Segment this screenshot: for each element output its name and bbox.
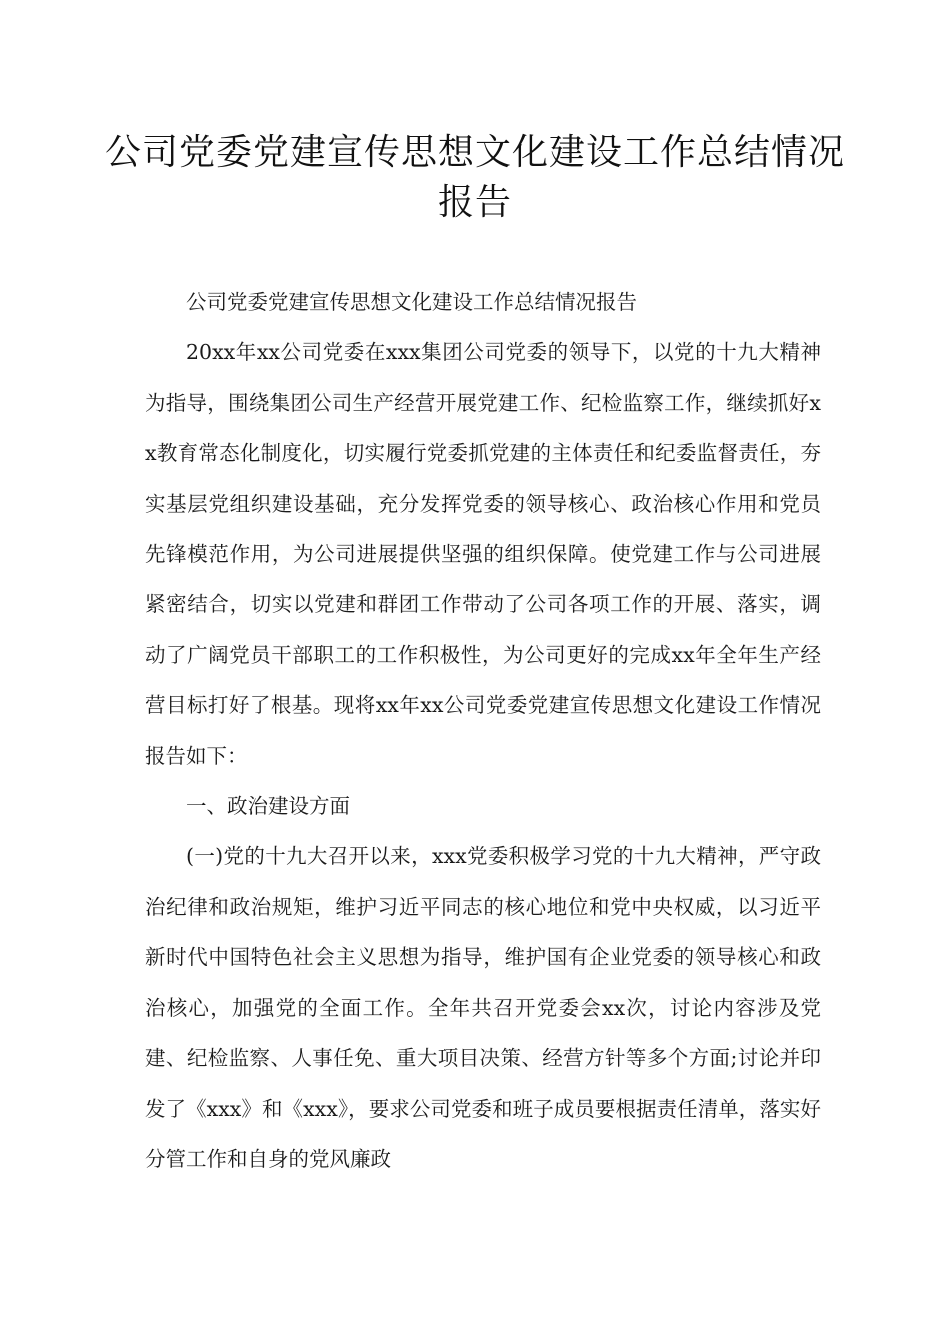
paragraph-political-1: (一)党的十九大召开以来，xxx党委积极学习党的十九大精神，严守政治纪律和政治规矩，维护习近平同志的核心地位和党中央权威，以习近平新时代中国特色社会主义思想为指导，维护国有企业党委的领导核心和政治核心，加强党的全面工作。全年共召开党委会xx次，讨论内容涉及党建、纪检监察、人事任免、重大项目决策、经营方针等多个方面;讨论并印发了《xxx》和《xxx》，要求公司党委和班子成员要根据责任清单，落实好分管工作和自身的党风廉政 <box>145 844 821 1171</box>
document-body <box>145 277 821 1184</box>
section-heading-political: 一、政治建设方面 <box>186 794 350 819</box>
paragraph-heading-repeat: 公司党委党建宣传思想文化建设工作总结情况报告 <box>186 290 637 314</box>
paragraph-intro: 20xx年xx公司党委在xxx集团公司党委的领导下，以党的十九大精神为指导，围绕集团公司生产经营开展党建工作、纪检监察工作，继续抓好xx教育常态化制度化，切实履行党委抓党建的主体责任和纪委监督责任，夯实基层党组织建设基础，充分发挥党委的领导核心、政治核心作用和党员先锋模范作用，为公司进展提供坚强的组织保障。使党建工作与公司进展紧密结合，切实以党建和群团工作带动了公司各项工作的开展、落实，调动了广阔党员干部职工的工作积极性，为公司更好的完成xx年全年生产经营目标打好了根基。现将xx年xx公司党委党建宣传思想文化建设工作情况报告如下： <box>145 340 821 768</box>
document-title: 公司党委党建宣传思想文化建设工作总结情况报告 <box>104 132 845 223</box>
